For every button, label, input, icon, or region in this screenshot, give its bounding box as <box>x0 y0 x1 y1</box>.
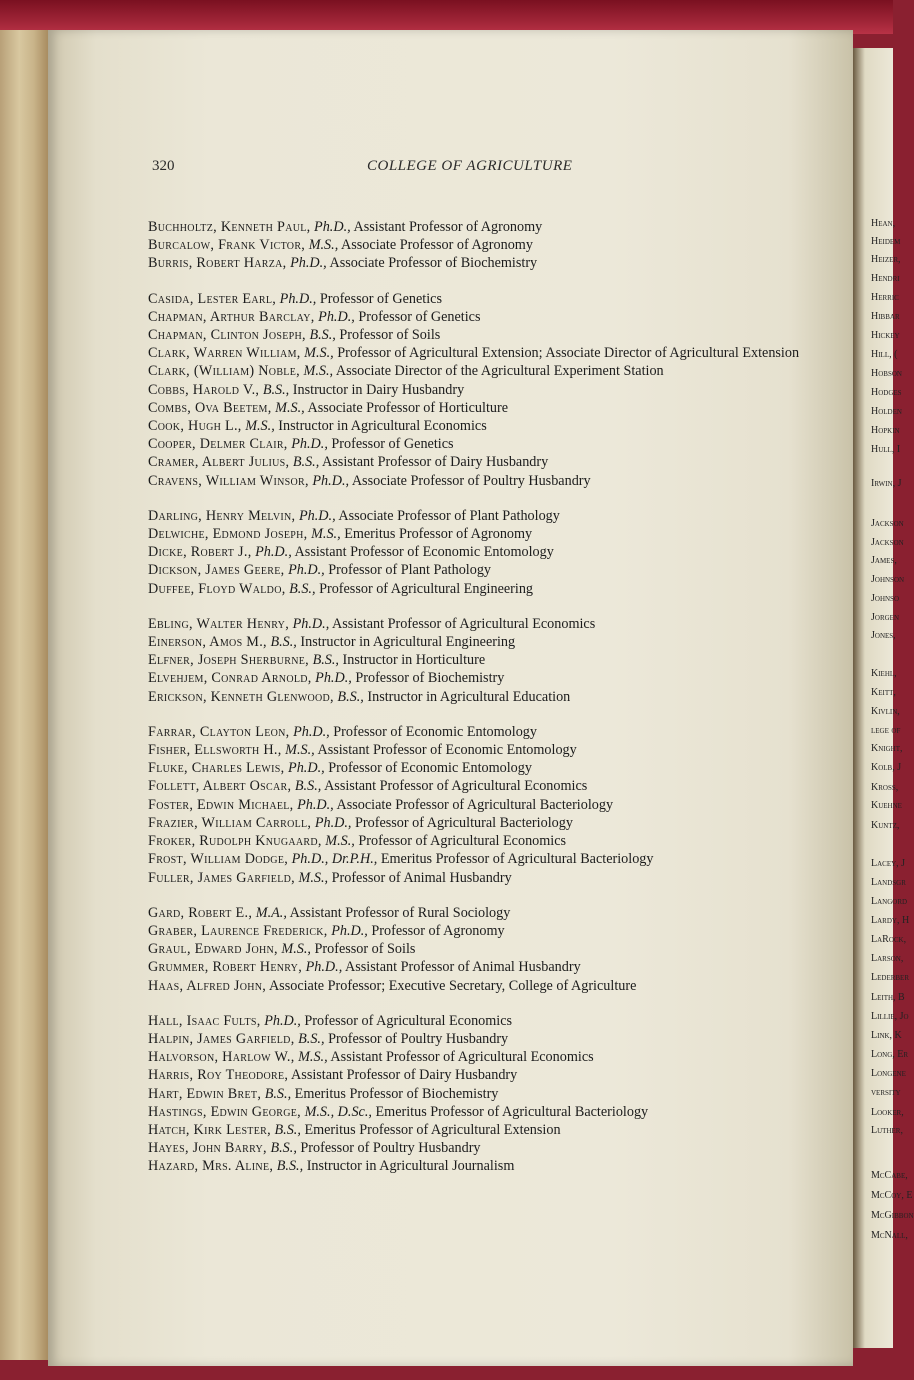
letter-group <box>148 615 828 706</box>
page-header <box>152 158 692 178</box>
faculty-name: Gard, Robert E., <box>148 904 253 921</box>
faculty-title: Instructor in Agricultural Engineering <box>300 634 516 651</box>
faculty-title: Assistant Professor of Dairy Husbandry <box>322 454 549 471</box>
faculty-title: Professor of Agricultural Engineering <box>319 580 534 597</box>
faculty-entry <box>148 1085 828 1103</box>
faculty-name: Grummer, Robert Henry, <box>148 959 303 976</box>
faculty-entry <box>148 1121 828 1139</box>
adjacent-page-fragment: McNall, <box>871 1230 908 1241</box>
adjacent-page-fragment: Hean, <box>871 218 896 229</box>
faculty-degree: Ph.D., <box>315 670 352 687</box>
faculty-name: Frazier, William Carroll, <box>148 814 312 831</box>
faculty-entry <box>148 453 828 471</box>
faculty-name: Clark, Warren William, <box>148 345 301 362</box>
faculty-title: Professor of Plant Pathology <box>328 562 492 579</box>
faculty-name: Hazard, Mrs. Aline, <box>148 1158 274 1175</box>
faculty-entry <box>148 796 828 814</box>
faculty-entry <box>148 741 828 759</box>
faculty-name: Hayes, John Barry, <box>148 1140 267 1157</box>
faculty-title: Emeritus Professor of Biochemistry <box>294 1085 499 1102</box>
adjacent-page-fragment: Longene <box>871 1068 906 1079</box>
faculty-name: Delwiche, Edmond Joseph, <box>148 526 308 543</box>
faculty-entry <box>148 1157 828 1175</box>
adjacent-page <box>853 48 914 1348</box>
faculty-entry <box>148 1066 828 1084</box>
letter-group <box>148 507 828 598</box>
faculty-degree: Ph.D., <box>312 472 350 489</box>
running-title: COLLEGE OF AGRICULTURE <box>367 158 573 174</box>
adjacent-page-fragment: Lillie, Jo <box>871 1011 909 1022</box>
faculty-degree: M.S., <box>275 399 305 416</box>
faculty-title: Associate Professor of Horticulture <box>307 399 509 416</box>
faculty-entry <box>148 1030 828 1048</box>
faculty-entry <box>148 507 828 525</box>
faculty-title: Emeritus Professor of Agricultural Bacteriology <box>375 1103 649 1120</box>
adjacent-page-fragment: Irwin, J <box>871 478 902 489</box>
faculty-name: Combs, Ova Beetem, <box>148 399 272 416</box>
adjacent-page-fragment: Johnso <box>871 593 900 604</box>
adjacent-page-fragment: Jorgen <box>871 612 900 623</box>
adjacent-page-fragment: Heizer, <box>871 254 901 265</box>
faculty-entry <box>148 344 828 362</box>
faculty-title: Professor of Genetics <box>319 290 442 307</box>
faculty-name: Graul, Edward John, <box>148 941 278 958</box>
faculty-title: Assistant Professor of Economic Entomology <box>294 544 554 561</box>
faculty-name: Hart, Edwin Bret, <box>148 1085 262 1102</box>
adjacent-page-fragment: Link, K <box>871 1030 902 1041</box>
faculty-degree: M.S., D.Sc., <box>304 1103 372 1120</box>
book-page-edges <box>0 30 48 1360</box>
letter-group <box>148 904 828 995</box>
faculty-entry <box>148 977 828 995</box>
faculty-degree: Ph.D., <box>279 290 317 307</box>
faculty-entry <box>148 940 828 958</box>
faculty-title: Assistant Professor of Agricultural Economics <box>324 778 588 795</box>
faculty-entry <box>148 218 828 236</box>
adjacent-page-fragment: McCoy, E <box>871 1190 913 1201</box>
adjacent-page-fragment: Looker, <box>871 1107 904 1118</box>
adjacent-page-fragment: Lederber <box>871 972 909 983</box>
faculty-entry <box>148 669 828 687</box>
faculty-name: Clark, (William) Noble, <box>148 363 300 380</box>
faculty-degree: Ph.D., <box>264 1012 301 1029</box>
faculty-degree: B.S., <box>298 1030 325 1047</box>
faculty-degree: Ph.D., Dr.P.H., <box>291 851 378 868</box>
faculty-degree: Ph.D., <box>298 507 336 524</box>
faculty-entry <box>148 832 828 850</box>
faculty-degree: Ph.D., <box>292 615 330 632</box>
faculty-name: Burris, Robert Harza, <box>148 255 287 272</box>
faculty-title: Professor of Agronomy <box>371 922 505 939</box>
faculty-title: Assistant Professor of Dairy Husbandry <box>291 1067 518 1084</box>
faculty-entry <box>148 759 828 777</box>
faculty-title: Associate Professor of Biochemistry <box>329 255 538 272</box>
faculty-entry <box>148 651 828 669</box>
faculty-entry <box>148 290 828 308</box>
faculty-degree: B.S., <box>270 634 297 651</box>
faculty-entry <box>148 362 828 380</box>
adjacent-page-fragment: Kuehne <box>871 800 902 811</box>
faculty-degree: Ph.D., <box>291 436 328 453</box>
faculty-title: Instructor in Agricultural Education <box>367 688 571 705</box>
faculty-title: Emeritus Professor of Agricultural Extension <box>304 1121 561 1138</box>
faculty-name: Cooper, Delmer Clair, <box>148 436 288 453</box>
faculty-entry <box>148 399 828 417</box>
faculty-name: Hatch, Kirk Lester, <box>148 1121 271 1138</box>
faculty-degree: B.S., <box>276 1158 304 1175</box>
faculty-title: Professor of Poultry Husbandry <box>328 1030 509 1047</box>
faculty-entry <box>148 958 828 976</box>
faculty-entry <box>148 615 828 633</box>
adjacent-page-fragment: Kolb, J <box>871 762 902 773</box>
faculty-name: Graber, Laurence Frederick, <box>148 922 328 939</box>
adjacent-page-fragment: McGibbon <box>871 1210 914 1221</box>
faculty-degree: Ph.D., <box>314 219 351 235</box>
faculty-name: Casida, Lester Earl, <box>148 290 277 307</box>
faculty-name: Einerson, Amos M., <box>148 634 267 651</box>
adjacent-page-fragment: Long, Er <box>871 1049 909 1060</box>
faculty-title: Assistant Professor of Agricultural Economics <box>330 1049 594 1066</box>
faculty-title: Professor of Economic Entomology <box>333 723 537 740</box>
letter-group <box>148 218 828 273</box>
faculty-title: Professor of Agricultural Bacteriology <box>355 814 573 831</box>
faculty-degree: Ph.D., <box>290 255 327 272</box>
faculty-title: Professor of Animal Husbandry <box>331 869 512 886</box>
faculty-entry <box>148 1139 828 1157</box>
letter-group <box>148 290 828 490</box>
faculty-entry <box>148 381 828 399</box>
faculty-degree: M.S., <box>298 869 329 886</box>
adjacent-page-fragment: Jones, <box>871 630 896 641</box>
faculty-degree: M.A., <box>255 904 287 921</box>
faculty-name: Harris, Roy Theodore, <box>148 1067 289 1084</box>
faculty-title: Professor of Biochemistry <box>355 670 505 687</box>
faculty-entry <box>148 561 828 579</box>
adjacent-page-fragment: Larson, <box>871 953 904 964</box>
faculty-name: Elvehjem, Conrad Arnold, <box>148 670 312 687</box>
adjacent-page-fragment: Kiehl, <box>871 668 897 679</box>
adjacent-page-fragment: Langord <box>871 896 908 907</box>
faculty-title: Assistant Professor of Rural Sociology <box>289 904 511 921</box>
faculty-title: Professor of Soils <box>339 327 441 344</box>
faculty-title: Emeritus Professor of Agronomy <box>344 526 533 543</box>
faculty-title: Assistant Professor of Agricultural Economics <box>332 615 596 632</box>
faculty-degree: B.S., <box>312 652 339 669</box>
faculty-degree: B.S., <box>337 688 364 705</box>
adjacent-page-fragment: Landsgr <box>871 877 906 888</box>
adjacent-page-fragment: Kuntz, <box>871 820 900 831</box>
faculty-name: Hastings, Edwin George, <box>148 1103 302 1120</box>
faculty-entry <box>148 869 828 887</box>
adjacent-page-fragment: Keitt, <box>871 687 896 698</box>
faculty-degree: Ph.D., <box>331 922 368 939</box>
faculty-entry <box>148 1103 828 1121</box>
faculty-degree: Ph.D., <box>314 814 352 831</box>
faculty-title: Instructor in Agricultural Economics <box>278 418 487 435</box>
faculty-title: Professor of Agricultural Economics <box>304 1012 513 1029</box>
faculty-title: Instructor in Agricultural Journalism <box>306 1158 515 1175</box>
faculty-degree: Ph.D., <box>255 544 292 561</box>
faculty-name: Erickson, Kenneth Glenwood, <box>148 688 334 705</box>
faculty-name: Cravens, William Winsor, <box>148 472 309 489</box>
adjacent-page-fragment: Holden <box>871 406 902 417</box>
faculty-entry <box>148 308 828 326</box>
adjacent-page-fragment: Lacey, J <box>871 858 906 869</box>
faculty-degree: Ph.D., <box>297 796 334 813</box>
faculty-entry <box>148 688 828 706</box>
faculty-entry <box>148 814 828 832</box>
faculty-entry <box>148 326 828 344</box>
letter-group <box>148 723 828 887</box>
faculty-entry <box>148 472 828 490</box>
faculty-name: Foster, Edwin Michael, <box>148 796 294 813</box>
adjacent-page-fragment: LaRock, <box>871 934 907 945</box>
faculty-title: Professor of Genetics <box>331 436 454 453</box>
faculty-name: Chapman, Arthur Barclay, <box>148 308 315 325</box>
faculty-entry <box>148 1048 828 1066</box>
faculty-title: Instructor in Horticulture <box>342 652 486 669</box>
faculty-degree: M.S., <box>245 418 275 435</box>
faculty-name: Frost, William Dodge, <box>148 851 289 868</box>
faculty-name: Fluke, Charles Lewis, <box>148 760 285 777</box>
faculty-title: Associate Professor of Agricultural Bacteriology <box>336 796 614 813</box>
letter-group <box>148 1012 828 1176</box>
faculty-name: Cobbs, Harold V., <box>148 381 260 398</box>
faculty-name: Cook, Hugh L., <box>148 418 242 435</box>
adjacent-page-fragment: Hodges <box>871 387 902 398</box>
faculty-name: Dickson, James Geere, <box>148 562 285 579</box>
faculty-name: Darling, Henry Melvin, <box>148 507 296 524</box>
faculty-degree: B.S., <box>264 1085 292 1102</box>
adjacent-page-fragment: Kross, <box>871 782 899 793</box>
adjacent-page-fragment: Jackson <box>871 518 904 529</box>
faculty-degree: B.S., <box>274 1121 301 1138</box>
page-number: 320 <box>152 158 175 174</box>
adjacent-page-fragment: Hopkin <box>871 425 900 436</box>
faculty-degree: Ph.D., <box>318 308 355 325</box>
adjacent-page-fragment: Knight, <box>871 743 903 754</box>
faculty-name: Burcalow, Frank Victor, <box>148 237 306 254</box>
adjacent-page-fragment: Herric <box>871 292 899 303</box>
faculty-title: Professor of Economic Entomology <box>328 760 532 777</box>
adjacent-page-fragment: Johnson <box>871 574 905 585</box>
faculty-entry <box>148 580 828 598</box>
faculty-degree: M.S., <box>325 833 355 850</box>
faculty-name: Hall, Isaac Fults, <box>148 1012 261 1029</box>
faculty-entry <box>148 435 828 453</box>
faculty-degree: B.S., <box>292 454 320 471</box>
faculty-degree: Ph.D., <box>293 723 330 740</box>
adjacent-page-fragment: Hill, ( <box>871 349 898 360</box>
faculty-title: Assistant Professor of Agronomy <box>353 219 543 235</box>
faculty-entry <box>148 723 828 741</box>
faculty-degree: M.S., <box>298 1049 328 1066</box>
faculty-title: Associate Professor of Agronomy <box>341 237 533 254</box>
book-cover-top <box>0 0 893 34</box>
faculty-title: Assistant Professor of Economic Entomology <box>317 742 577 759</box>
faculty-entry <box>148 543 828 561</box>
adjacent-page-fragment: Jackson <box>871 537 904 548</box>
faculty-name: Froker, Rudolph Knugaard, <box>148 833 322 850</box>
faculty-degree: M.S., <box>308 237 339 254</box>
faculty-title: Associate Professor of Plant Pathology <box>338 507 560 524</box>
faculty-degree: Ph.D., <box>288 760 325 777</box>
faculty-entry <box>148 922 828 940</box>
adjacent-page-fragment: Leith, B <box>871 992 905 1003</box>
faculty-title: Associate Professor of Poultry Husbandry <box>351 472 591 489</box>
faculty-title: Associate Director of the Agricultural Experiment Station <box>335 363 664 380</box>
faculty-title: Instructor in Dairy Husbandry <box>292 381 465 398</box>
faculty-degree: Ph.D., <box>305 959 343 976</box>
faculty-name: Halvorson, Harlow W., <box>148 1049 295 1066</box>
faculty-title: Professor of Agricultural Extension; Associate Director of Agricultural Extension <box>337 345 800 362</box>
faculty-degree: B.S., <box>294 778 322 795</box>
faculty-entry <box>148 850 828 868</box>
adjacent-page-fragment: Hobson <box>871 368 902 379</box>
faculty-name: Chapman, Clinton Joseph, <box>148 327 306 344</box>
adjacent-page-fragment: Hickey <box>871 330 900 341</box>
faculty-name: Dicke, Robert J., <box>148 544 252 561</box>
adjacent-page-fragment: Lardy, H <box>871 915 910 926</box>
faculty-name: Duffee, Floyd Waldo, <box>148 580 286 597</box>
faculty-entry <box>148 777 828 795</box>
faculty-degree: B.S., <box>262 381 290 398</box>
faculty-degree: M.S., <box>281 941 311 958</box>
adjacent-page-fragment: versity <box>871 1087 901 1098</box>
faculty-entry <box>148 417 828 435</box>
faculty-name: Fuller, James Garfield, <box>148 869 295 886</box>
faculty-degree: B.S., <box>309 327 336 344</box>
faculty-degree: M.S., <box>303 363 334 380</box>
faculty-name: Elfner, Joseph Sherburne, <box>148 652 310 669</box>
faculty-name: Fisher, Ellsworth H., <box>148 742 282 759</box>
faculty-title: Emeritus Professor of Agricultural Bacteriology <box>380 851 654 868</box>
adjacent-page-fragment: James, <box>871 555 897 566</box>
faculty-entry <box>148 525 828 543</box>
faculty-entry <box>148 904 828 922</box>
adjacent-page-fragment: Kivlin, <box>871 706 900 717</box>
faculty-degree: B.S., <box>270 1140 297 1157</box>
faculty-name: Cramer, Albert Julius, <box>148 454 290 471</box>
faculty-name: Halpin, James Garfield, <box>148 1030 295 1047</box>
faculty-degree: B.S., <box>289 580 316 597</box>
faculty-entry <box>148 633 828 651</box>
faculty-entry <box>148 236 828 254</box>
adjacent-page-fragment: lege of <box>871 725 901 736</box>
adjacent-page-fragment: Hendri <box>871 273 900 284</box>
faculty-name: Farrar, Clayton Leon, <box>148 723 290 740</box>
faculty-degree: M.S., <box>304 345 334 362</box>
faculty-title: Associate Professor; Executive Secretary, College of Agriculture <box>268 977 637 994</box>
faculty-title: Professor of Soils <box>314 941 416 958</box>
faculty-title: Professor of Genetics <box>358 308 481 325</box>
faculty-entry <box>148 254 828 272</box>
adjacent-page-fragment: Hibbar <box>871 311 900 322</box>
faculty-degree: M.S., <box>285 742 315 759</box>
adjacent-page-fragment: Heidem <box>871 236 901 247</box>
adjacent-page-fragment: Hull, I <box>871 444 901 455</box>
faculty-title: Assistant Professor of Animal Husbandry <box>345 959 581 976</box>
faculty-title: Professor of Agricultural Economics <box>358 833 567 850</box>
faculty-name: Haas, Alfred John, <box>148 977 267 994</box>
adjacent-page-fragment: Luther, <box>871 1125 903 1136</box>
faculty-title: Professor of Poultry Husbandry <box>300 1140 481 1157</box>
faculty-name: Ebling, Walter Henry, <box>148 615 290 632</box>
faculty-degree: M.S., <box>311 526 341 543</box>
faculty-name: Follett, Albert Oscar, <box>148 778 292 795</box>
faculty-degree: Ph.D., <box>288 562 325 579</box>
adjacent-page-fragment: McCabe, <box>871 1170 908 1181</box>
faculty-entry <box>148 1012 828 1030</box>
faculty-list <box>148 218 828 1193</box>
faculty-name: Buchholtz, Kenneth Paul, <box>148 219 311 235</box>
